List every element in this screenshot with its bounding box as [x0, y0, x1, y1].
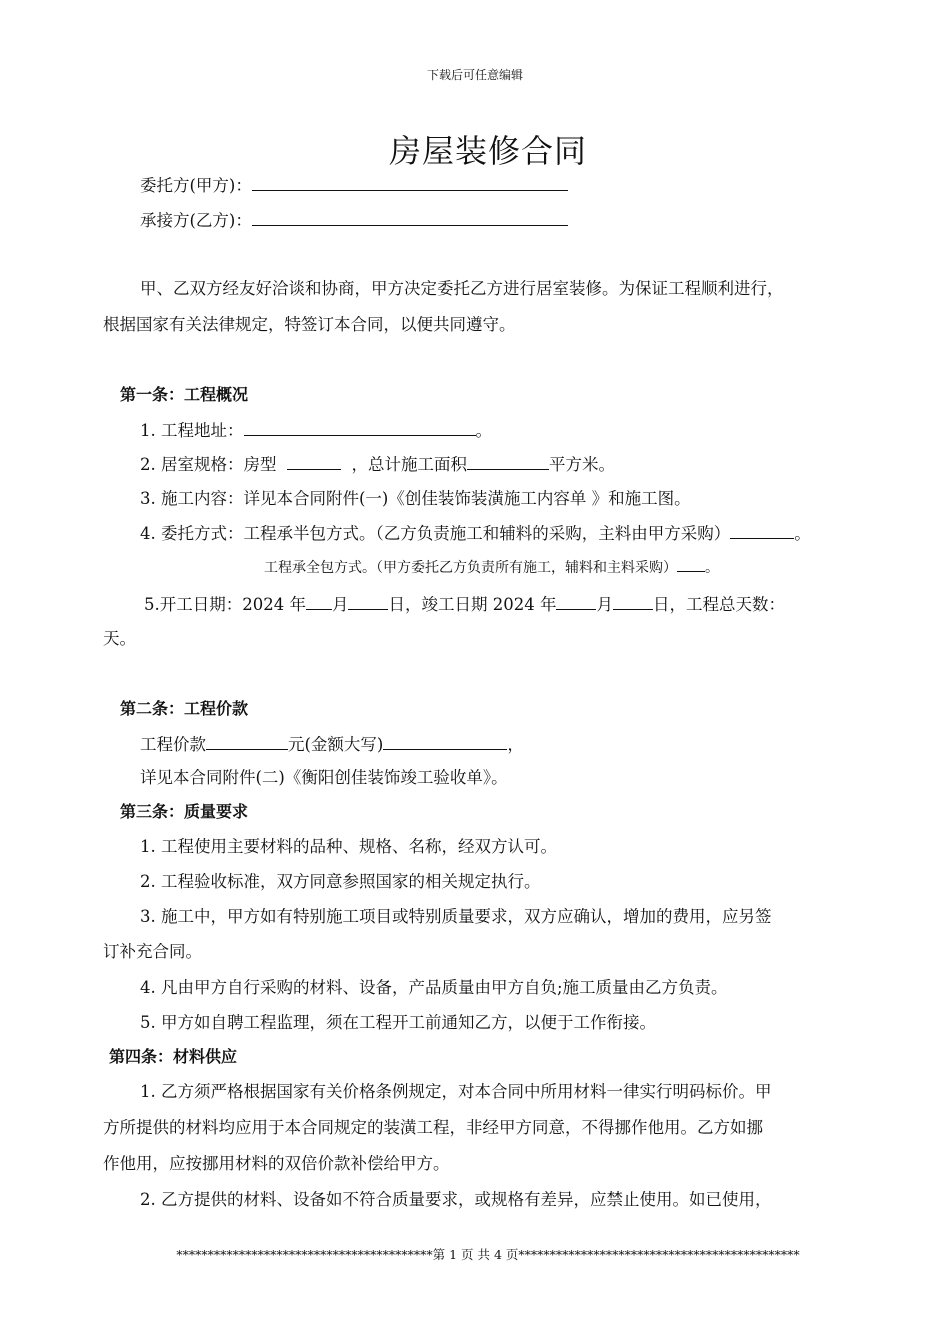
- address-blank[interactable]: [244, 419, 476, 436]
- item4-prefix: 4. 委托方式：工程承半包方式。（乙方负责施工和辅料的采购，主料由甲方采购）: [140, 524, 731, 543]
- party-b-label: 承接方(乙方)：: [140, 211, 252, 230]
- item1-prefix: 1. 工程地址：: [140, 421, 244, 440]
- page-footer: *****************************************第 1 页 共 4 页*********************************************: [176, 1247, 800, 1262]
- party-a-blank[interactable]: [252, 174, 568, 191]
- article3-item1: 1. 工程使用主要材料的品种、规格、名称，经双方认可。: [140, 837, 557, 856]
- article2-heading: 第二条：工程价款: [120, 699, 249, 718]
- intro-line-1: 甲、乙双方经友好洽谈和协商，甲方决定委托乙方进行居室装修。为保证工程顺利进行，: [140, 279, 784, 298]
- start-day-blank[interactable]: [348, 593, 388, 610]
- price-blank[interactable]: [206, 733, 288, 750]
- item2-mid: ，总计施工面积: [351, 455, 467, 474]
- item2-suffix: 平方米。: [549, 455, 615, 474]
- article1-item5: [144, 593, 785, 616]
- end-day-blank[interactable]: [613, 593, 653, 610]
- article4-item2-line1: 2. 乙方提供的材料、设备如不符合质量要求，或规格有差异，应禁止使用。如已使用，: [140, 1190, 772, 1209]
- article2-detail: 详见本合同附件(二)《衡阳创佳装饰竣工验收单》。: [140, 768, 508, 787]
- article4-heading: 第四条：材料供应: [109, 1047, 238, 1066]
- start-month-blank[interactable]: [306, 593, 332, 610]
- half-contract-blank[interactable]: [730, 522, 794, 539]
- item4b-prefix: 工程承全包方式。（甲方委托乙方负责所有施工，辅料和主料采购）: [264, 560, 677, 576]
- item1-suffix: 。: [475, 421, 492, 440]
- party-b-line: [140, 209, 568, 232]
- area-blank[interactable]: [467, 453, 549, 470]
- article1-heading: 第一条：工程概况: [120, 385, 249, 404]
- full-contract-blank[interactable]: [677, 557, 705, 572]
- article3-item3-line2: 订补充合同。: [103, 942, 202, 961]
- article3-item4: 4. 凡由甲方自行采购的材料、设备，产品质量由甲方自负;施工质量由乙方负责。: [140, 978, 728, 997]
- intro-line-2: 根据国家有关法律规定，特签订本合同，以便共同遵守。: [103, 315, 516, 334]
- end-month-blank[interactable]: [556, 593, 596, 610]
- header-note: 下载后可任意编辑: [426, 68, 523, 82]
- article1-item1: [140, 419, 492, 442]
- room-type-blank[interactable]: [287, 453, 341, 470]
- price-suffix: ，: [507, 735, 524, 754]
- article4-item1-line2: 方所提供的材料均应用于本合同规定的装潢工程，非经甲方同意，不得挪作他用。乙方如挪: [103, 1118, 763, 1137]
- article3-item3-line1: 3. 施工中，甲方如有特别施工项目或特别质量要求，双方应确认，增加的费用，应另签: [140, 907, 772, 926]
- party-a-label: 委托方(甲方)：: [140, 176, 252, 195]
- price-mid: 元(金额大写): [288, 735, 384, 754]
- item2-prefix: 2. 居室规格：房型: [140, 455, 277, 474]
- price-words-blank[interactable]: [383, 733, 507, 750]
- article1-item3: 3. 施工内容：详见本合同附件(一)《创佳装饰装潢施工内容单 》和施工图。: [140, 489, 691, 508]
- article1-item2: [140, 453, 615, 476]
- item4-suffix: 。: [794, 524, 811, 543]
- article1-item5-tail: 天。: [103, 629, 136, 648]
- article1-item4b: [264, 557, 719, 579]
- page-title: 房屋装修合同: [388, 132, 587, 170]
- price-prefix: 工程价款: [140, 735, 206, 754]
- party-a-line: [140, 174, 568, 197]
- item4b-suffix: 。: [705, 560, 719, 576]
- start-date-label: 5.开工日期：2024 年: [144, 595, 306, 614]
- end-month-label: 月: [596, 595, 613, 614]
- article3-heading: 第三条：质量要求: [120, 802, 249, 821]
- total-days-label: 日，工程总天数：: [652, 595, 785, 614]
- article3-item5: 5. 甲方如自聘工程监理，须在工程开工前通知乙方，以便于工作衔接。: [140, 1013, 656, 1032]
- article3-item2: 2. 工程验收标准，双方同意参照国家的相关规定执行。: [140, 872, 541, 891]
- party-b-blank[interactable]: [252, 209, 568, 226]
- article2-price: [140, 733, 524, 756]
- article1-item4: [140, 522, 811, 545]
- start-month-label: 月: [331, 595, 349, 614]
- article4-item1-line1: 1. 乙方须严格根据国家有关价格条例规定，对本合同中所用材料一律实行明码标价。甲: [140, 1082, 772, 1101]
- end-date-label: 日，竣工日期 2024 年: [388, 595, 557, 614]
- article4-item1-line3: 作他用，应按挪用材料的双倍价款补偿给甲方。: [103, 1154, 450, 1173]
